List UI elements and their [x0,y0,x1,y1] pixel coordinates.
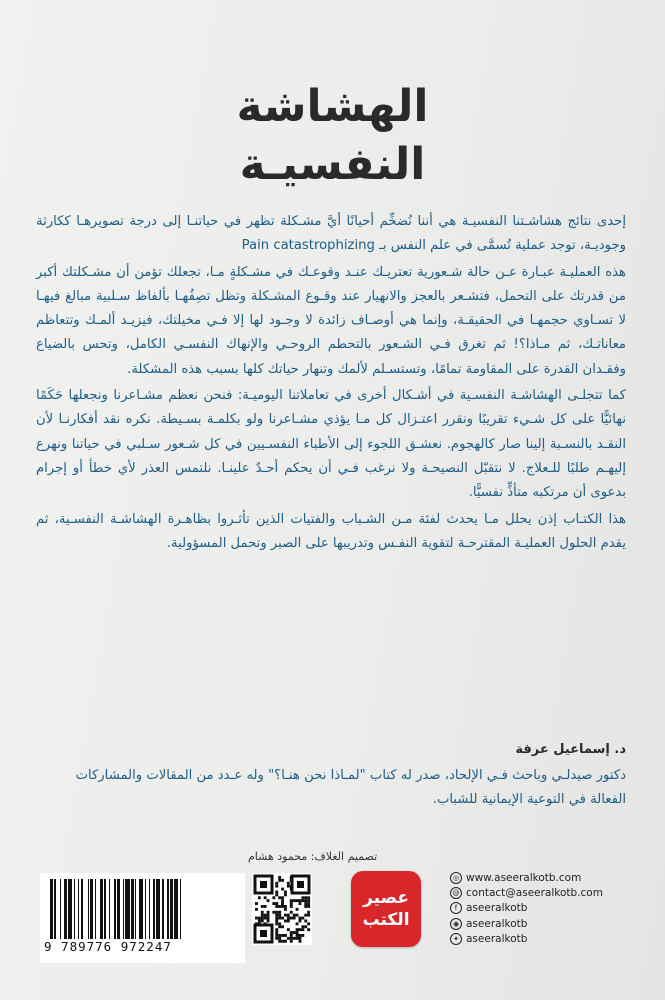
qr-code[interactable] [252,873,312,945]
email-icon: @ [450,887,462,899]
blurb-paragraph-3: كما تتجلـى الهشاشـة النفسـية في أشـكال أخرى في تعاملاتنا اليوميـة: فنحن نعظم مشـاعرنا ونجعلها حَكَمًا نهائيًّا على كل شـيء تقريبًا ونقرر اعتـزال كل مـا يؤذي مشـاعرنا ولو بكلمـة بسـيطة. نكره نقد أفكارنـا لأن النقـد بالنسـبة إلينا صار كالهجوم. نعشـق اللجوء إلى الأطباء النفسـيين في كل شـعور سـلبي في حياتنا ونهرع إليهـم طلبًا للـعلاج. لا نتقبّل النصيحـة ولا نرغب فـي أن يحكم أحـدٌ علينـا. نلتمس العذر لأي خطأ أو إجرام بدعوى أن مرتكبه متأذٍّ نفسيًّا. [36,388,626,501]
author-section [36,738,626,812]
title-line-2: النفسيـة [239,139,426,190]
contact-email[interactable] [450,885,650,900]
contact-text: contact@aseeralkotb.com [466,887,603,900]
author-name: د. إسماعيل عرفة [515,742,626,757]
term-english: Pain catastrophizing [241,238,375,254]
title-line-1: الهشاشة [236,81,429,132]
blurb [36,210,626,558]
contact-text: aseeralkotb [466,933,528,946]
twitter-icon: ✦ [450,933,462,945]
facebook-icon: f [450,902,462,914]
contact-text: aseeralkotb [466,902,528,915]
contact-twitter[interactable] [450,932,650,947]
contact-website[interactable] [450,870,650,885]
blurb-paragraph-1-ar: إحدى نتائج هشاشـتنا النفسيـة هي أننا نُضخِّم أحيانًا أيَّ مشـكلة تظهر في حياتنـا إلى درجة تصويرهـا ككارثة وجوديـة، توجد عملية تُسمَّى في علم النفس بـ [36,214,626,254]
contact-text: www.aseeralkotb.com [466,871,582,884]
barcode-number: 9 789776 972247 [44,939,172,954]
barcode-bar [181,879,184,939]
qr-code-graphic [252,873,312,945]
cover-designer-credit: تصميم الغلاف: محمود هشام [248,850,378,863]
instagram-icon: ◉ [450,918,462,930]
blurb-paragraph-1 [36,210,626,259]
blurb-paragraph-4: هذا الكتـاب إذن يحلل مـا يحدث لفئة مـن الشـباب والفتيات الذين تأثـروا بظاهـرة الهشاشـة النفسـية، ثم يقدم الحلول العمليـة المقترحـة لتقوية النفـس وتدريبها على الصبر وتحمل المسؤولية. [36,511,626,551]
author-bio: دكتور صيدلـي وباحث فـي الإلحاد، صدر له كتاب "لمـاذا نحن هنـا؟" وله عـدد من المقالات والمشاركات الفعالة في التوعية الإيمانية للشباب. [75,768,626,807]
publisher-contacts [450,870,650,947]
publisher-logo-line-1: عصير [363,888,409,908]
book-title [0,78,665,194]
contact-facebook[interactable] [450,901,650,916]
globe-icon: ◎ [450,872,462,884]
contact-text: aseeralkotb [466,917,528,930]
contact-instagram[interactable] [450,916,650,931]
blurb-paragraph-2: هذه العمليـة عبـارة عـن حالة شـعورية تعتريـك عنـد وقوعـك في مشـكلةٍ مـا، تجعلك تؤمن أن مشـكلتك أكبر من قدرتك على التحمل، فتشـعر بالعجز والانهيار عند وقـوع المشـكلة وتظل تصِفُهـا بألفاظ سـلبية مبالغ فيهـا لا تسـاوي حجمهـا في الحقيقـة، وإنما هي أوصـاف زائدة لا وجـود لها إلا فـي مخيلتك، فيزيـد ألمـك وتتعاظم معاناتـك، ثم مـاذا؟! ثم تغرق فـي الشـعور بالتحطم الروحـي والإنهاك النفسـي الكامل، وتحس بالضياع وفقـدان القدرة على المقاومة تمامًا، وتستسـلم لألمك وتنهار حياتك كلها بسبب هذه المشكلة. [36,264,626,377]
publisher-logo-line-2: الكتب [362,910,410,930]
barcode-bars [50,879,236,939]
publisher-logo [351,871,421,947]
isbn-barcode [40,873,245,963]
